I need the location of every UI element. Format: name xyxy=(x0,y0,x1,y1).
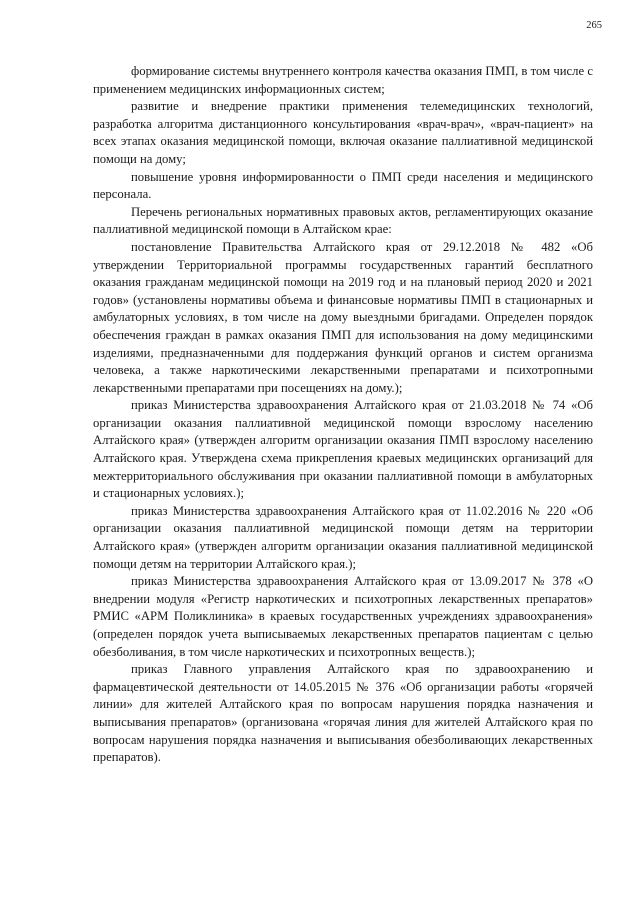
paragraph: приказ Министерства здравоохранения Алтайского края от 21.03.2018 № 74 «Об организации оказания паллиативной медицинской помощи взрослому населению Алтайского края» (утвержден алгоритм организации оказания ПМП взрослому населению Алтайского края. Утверждена схема прикрепления краевых медицинских организаций для межтерриториального обслуживания при оказании паллиативной помощи в амбулаторных и стационарных условиях.); xyxy=(93,398,593,501)
page-number: 265 xyxy=(586,20,602,31)
paragraph: повышение уровня информированности о ПМП среди населения и медицинского персонала. xyxy=(93,169,593,202)
paragraph: развитие и внедрение практики применения телемедицинских технологий, разработка алгоритма дистанционного консультирования «врач-врач», «врач-пациент» на всех этапах оказания медицинской помощи, включая оказание паллиативной медицинской помощи на дому; xyxy=(93,99,593,166)
paragraph: приказ Главного управления Алтайского края по здравоохранению и фармацевтической деятельности от 14.05.2015 № 376 «Об организации работы «горячей линии» для жителей Алтайского края по вопросам нарушения порядка назначения и выписывания препаратов» (организована «горячая линия для жителей Алтайского края по вопросам нарушения порядка назначения и выписывания обезболивающих лекарственных препаратов). xyxy=(93,662,593,765)
document-body xyxy=(93,63,593,767)
paragraph: приказ Министерства здравоохранения Алтайского края от 13.09.2017 № 378 «О внедрении модуля «Регистр наркотических и психотропных лекарственных препаратов» РМИС «АРМ Поликлиника» в краевых государственных учреждениях здравоохранения» (определен порядок учета выписываемых лекарственных препаратов пациентам с целью обезболивания, в том числе наркотических и психотропных веществ.); xyxy=(93,574,593,659)
paragraph: Перечень региональных нормативных правовых актов, регламентирующих оказание паллиативной медицинской помощи в Алтайском крае: xyxy=(93,204,593,237)
paragraph: приказ Министерства здравоохранения Алтайского края от 11.02.2016 № 220 «Об организации оказания паллиативной медицинской помощи детям на территории Алтайского края» (утвержден алгоритм организации оказания паллиативной медицинской помощи детям на территории Алтайского края.); xyxy=(93,503,593,571)
paragraph: формирование системы внутреннего контроля качества оказания ПМП, в том числе с применением медицинских информационных систем; xyxy=(93,64,593,96)
paragraph: постановление Правительства Алтайского края от 29.12.2018 № 482 «Об утверждении Территориальной программы государственных гарантий бесплатного оказания гражданам медицинской помощи на 2019 год и на плановый период 2020 и 2021 годов» (установлены нормативы объема и финансовые нормативы ПМП в стационарных и амбулаторных условиях, в том числе на дому выездными бригадами. Определен порядок обеспечения граждан в рамках оказания ПМП для использования на дому медицинскими изделиями, предназначенными для поддержания функций органов и систем организма человека, а также наркотическими лекарственными препаратами и психотропными лекарственными препаратами при посещениях на дому.); xyxy=(93,239,593,395)
